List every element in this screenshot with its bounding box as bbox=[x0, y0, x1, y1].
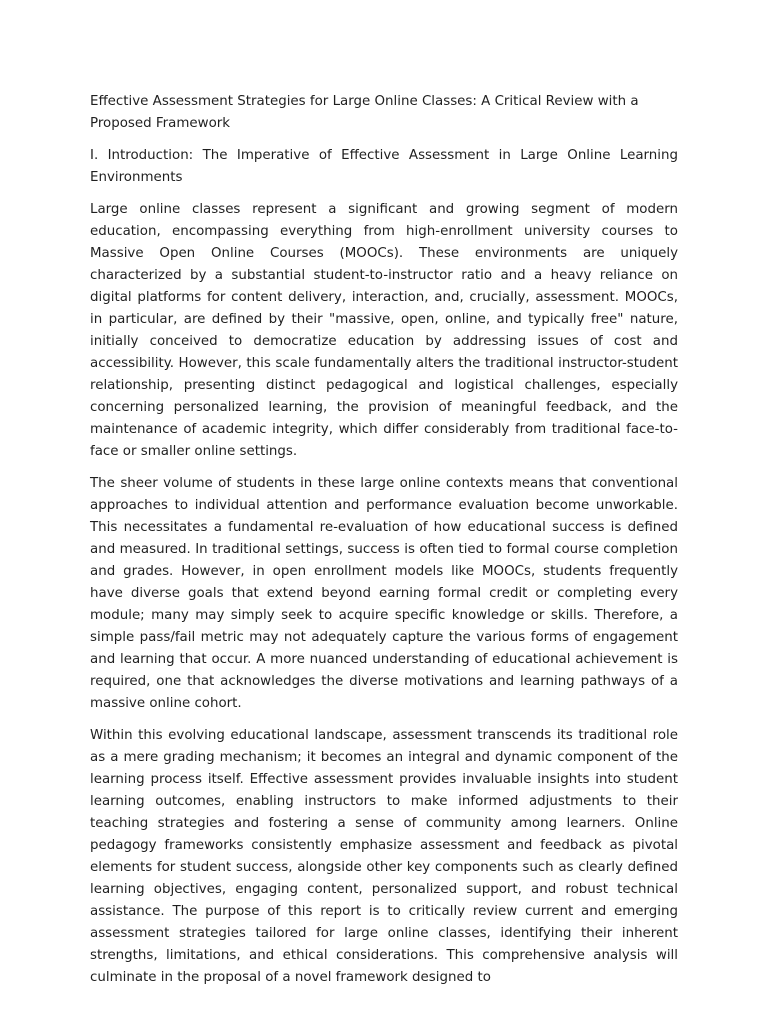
document-title: Effective Assessment Strategies for Large Online Classes: A Critical Review with a Proposed Framework bbox=[90, 94, 639, 131]
paragraph-2: The sheer volume of students in these large online contexts means that conventional approaches to individual attention and performance evaluation become unworkable. This necessitates a fundamental re-evaluation of how educational success is defined and measured. In traditional settings, success is often tied to formal course completion and grades. However, in open enrollment models like MOOCs, students frequently have diverse goals that extend beyond earning formal credit or completing every module; many may simply seek to acquire specific knowledge or skills. Therefore, a simple pass/fail metric may not adequately capture the various forms of engagement and learning that occur. A more nuanced understanding of educational achievement is required, one that acknowledges the diverse motivations and learning pathways of a massive online cohort. bbox=[90, 476, 678, 711]
document-page bbox=[90, 91, 678, 999]
paragraph-1: Large online classes represent a significant and growing segment of modern education, encompassing everything from high-enrollment university courses to Massive Open Online Courses (MOOCs). These environments are uniquely characterized by a substantial student-to-instructor ratio and a heavy reliance on digital platforms for content delivery, interaction, and, crucially, assessment. MOOCs, in particular, are defined by their "massive, open, online, and typically free" nature, initially conceived to democratize education by addressing issues of cost and accessibility. However, this scale fundamentally alters the traditional instructor-student relationship, presenting distinct pedagogical and logistical challenges, especially concerning personalized learning, the provision of meaningful feedback, and the maintenance of academic integrity, which differ considerably from traditional face-to-face or smaller online settings. bbox=[90, 202, 678, 459]
paragraph-3: Within this evolving educational landscape, assessment transcends its traditional role as a mere grading mechanism; it becomes an integral and dynamic component of the learning process itself. Effective assessment provides invaluable insights into student learning outcomes, enabling instructors to make informed adjustments to their teaching strategies and fostering a sense of community among learners. Online pedagogy frameworks consistently emphasize assessment and feedback as pivotal elements for student success, alongside other key components such as clearly defined learning objectives, engaging content, personalized support, and robust technical assistance. The purpose of this report is to critically review current and emerging assessment strategies tailored for large online classes, identifying their inherent strengths, limitations, and ethical considerations. This comprehensive analysis will culminate in the proposal of a novel framework designed to bbox=[90, 728, 678, 985]
section-heading: I. Introduction: The Imperative of Effective Assessment in Large Online Learning Environments bbox=[90, 148, 678, 185]
